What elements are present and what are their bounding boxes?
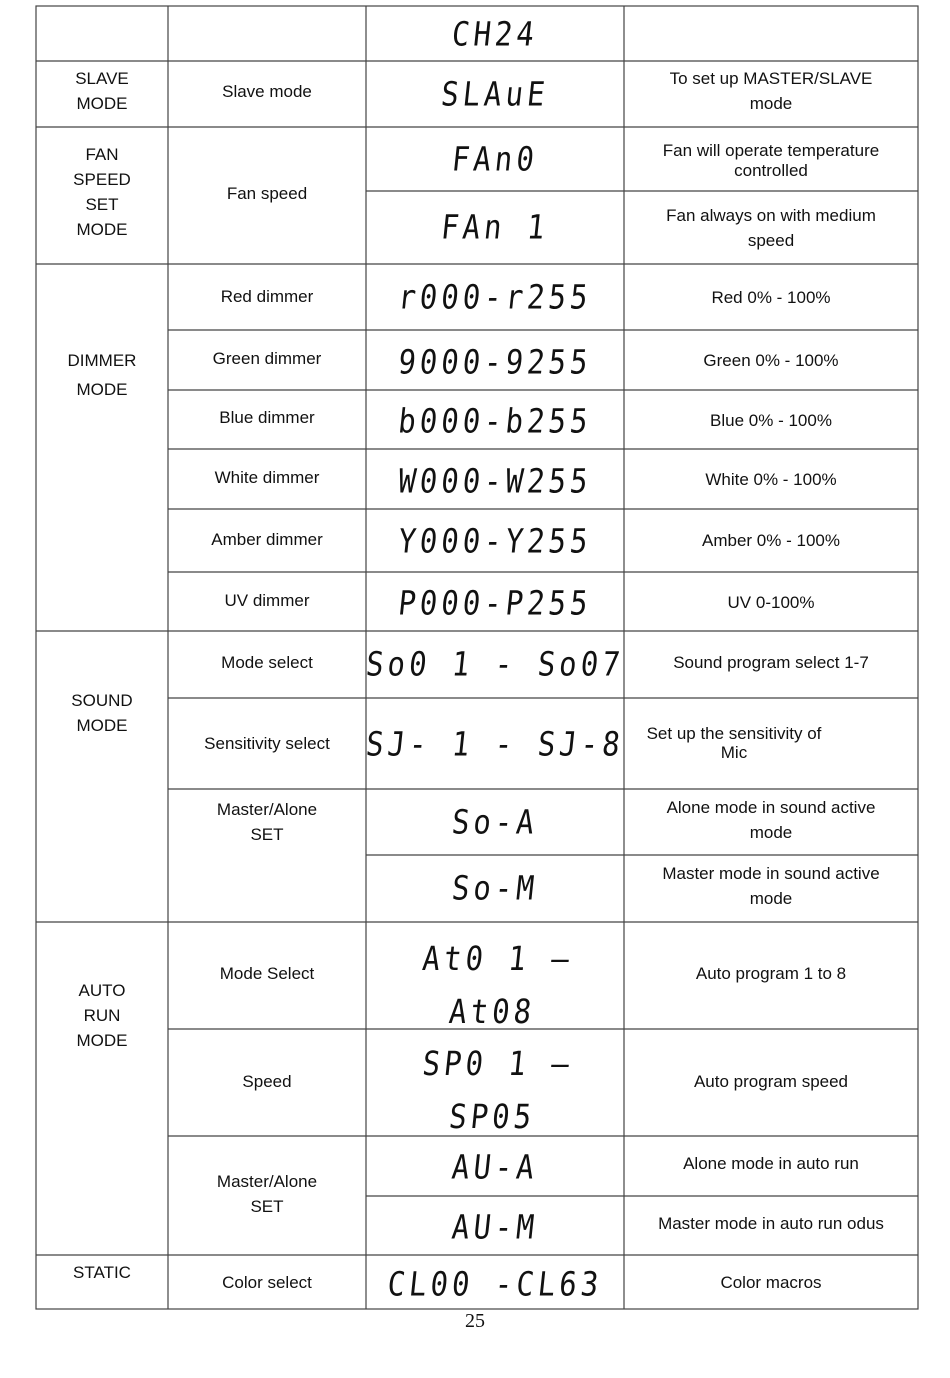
description-sound-mode: Sound program select 1-7: [673, 653, 869, 672]
lcd-display-amber: Y000-Y255: [396, 521, 594, 561]
group-label-sound: SOUND MODE: [71, 691, 133, 735]
group-label-dimmer: DIMMER MODE: [67, 351, 137, 399]
lcd-display-color: CL00 -CL63: [385, 1264, 605, 1304]
lcd-display-auto-mode: At0 1 – At08: [420, 939, 575, 1031]
function-auto-master-alone: Master/Alone SET: [216, 1172, 318, 1216]
lcd-display-red: r000-r255: [396, 277, 594, 317]
function-white-dimmer: White dimmer: [214, 468, 320, 487]
description-auto-master: Master mode in auto run odus: [658, 1214, 884, 1233]
lcd-display-slave: SLAuE: [439, 74, 551, 114]
lcd-display-green: 9000-9255: [396, 342, 594, 382]
description-amber: Amber 0% - 100%: [702, 531, 840, 550]
function-slave-mode: Slave mode: [222, 82, 312, 101]
lcd-display-sensitivity: SJ- 1 - SJ-8: [364, 724, 626, 764]
description-blue: Blue 0% - 100%: [710, 411, 832, 430]
lcd-display-ch24: CH24: [450, 14, 540, 54]
description-fan0: Fan will operate temperature controlled: [662, 141, 880, 180]
description-auto-mode: Auto program 1 to 8: [695, 964, 847, 983]
description-white: White 0% - 100%: [705, 470, 837, 489]
function-uv-dimmer: UV dimmer: [224, 591, 310, 610]
function-sensitivity-select: Sensitivity select: [204, 734, 330, 753]
lcd-display-sound-mode: So0 1 - So07: [364, 644, 626, 684]
lcd-display-white: W000-W255: [396, 461, 594, 501]
description-green: Green 0% - 100%: [703, 351, 839, 370]
group-label-fan: FAN SPEED SET MODE: [73, 145, 131, 239]
group-label-auto-run: AUTO RUN MODE: [76, 981, 128, 1050]
group-label-slave: SLAVE MODE: [75, 69, 129, 113]
description-sensitivity: Set up the sensitivity of Mic: [646, 724, 822, 762]
function-sound-mode-select: Mode select: [221, 653, 313, 672]
function-amber-dimmer: Amber dimmer: [211, 530, 323, 549]
function-color-select: Color select: [222, 1273, 312, 1292]
lcd-display-fan0: FAn0: [450, 139, 540, 179]
lcd-display-sound-alone: So-A: [450, 802, 540, 842]
function-auto-mode-select: Mode Select: [219, 964, 315, 983]
lcd-display-auto-master: AU-M: [450, 1207, 540, 1247]
description-auto-speed: Auto program speed: [693, 1072, 849, 1091]
lcd-display-fan1: FAn 1: [439, 207, 551, 247]
description-red: Red 0% - 100%: [711, 288, 831, 307]
description-sound-master: Master mode in sound active mode: [662, 864, 880, 908]
function-red-dimmer: Red dimmer: [220, 287, 314, 306]
function-green-dimmer: Green dimmer: [212, 349, 322, 368]
description-auto-alone: Alone mode in auto run: [683, 1154, 859, 1173]
lcd-display-sound-master: So-M: [450, 868, 540, 908]
description-color: Color macros: [720, 1273, 822, 1292]
lcd-display-blue: b000-b255: [396, 401, 594, 441]
function-fan-speed: Fan speed: [226, 184, 308, 203]
description-slave: To set up MASTER/SLAVE mode: [669, 69, 873, 113]
description-uv: UV 0-100%: [727, 593, 815, 612]
lcd-display-uv: P000-P255: [396, 583, 594, 623]
description-sound-alone: Alone mode in sound active mode: [666, 798, 876, 842]
description-fan1: Fan always on with medium speed: [666, 206, 876, 250]
lcd-display-auto-alone: AU-A: [450, 1147, 540, 1187]
page-number: 25: [465, 1310, 485, 1332]
function-auto-speed: Speed: [242, 1072, 292, 1091]
function-blue-dimmer: Blue dimmer: [219, 408, 315, 427]
group-label-static: STATIC: [73, 1263, 131, 1282]
lcd-display-auto-speed: SP0 1 – SP05: [420, 1044, 575, 1136]
function-sound-master-alone: Master/Alone SET: [216, 800, 318, 844]
